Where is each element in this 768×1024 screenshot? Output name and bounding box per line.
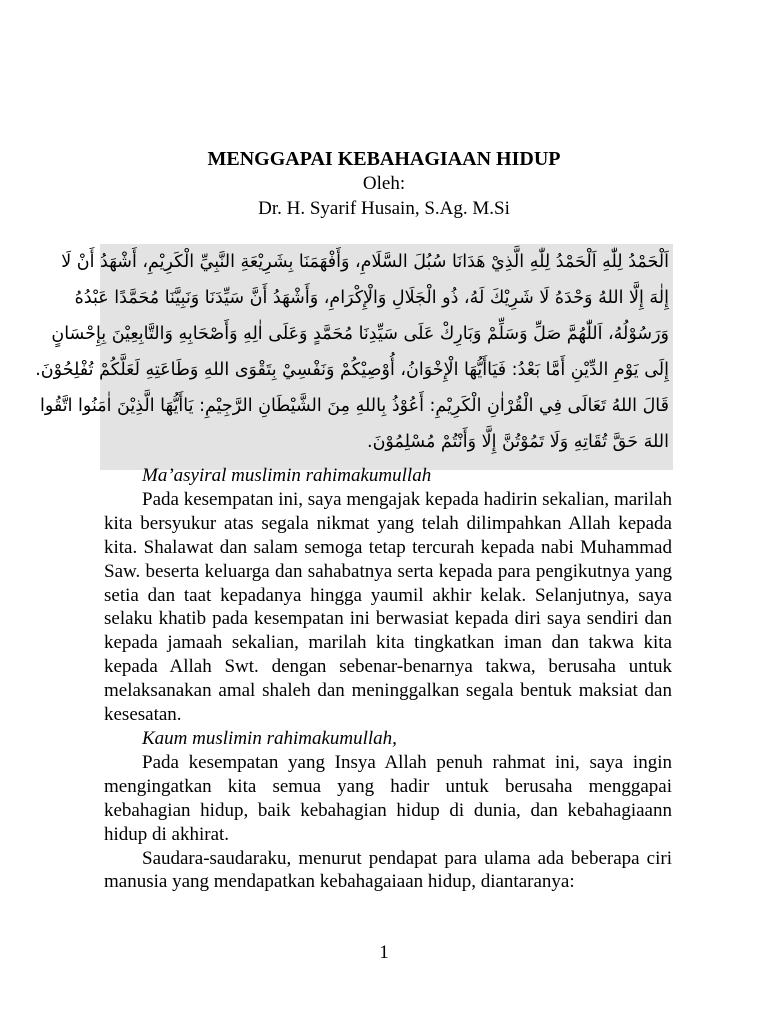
arabic-line: وَرَسُوْلُهُ، اَللّٰهُمَّ صَلِّ وَسَلِّمْ وَبَارِكْ عَلَى سَيِّدِنَا مُحَمَّدٍ وَعَلَى اٰلِهِ وَأَصْحَابِهِ وَالتَّابِعِيْنَ بِإِحْسَانٍ [51,324,669,344]
body-paragraph: Pada kesempatan yang Insya Allah penuh rahmat ini, saya ingin mengingatkan kita semua yang hadir untuk berusaha menggapai kebahagian hidup, baik kebahagian hidup di dunia, dan kebahagiaann hidup di akhirat. [104,751,672,845]
arabic-opening-block [35,244,673,470]
arabic-line: اللهَ حَقَّ تُقَاتِهِ وَلَا تَمُوْتُنَّ إِلَّا وَأَنْتُمْ مُسْلِمُوْنَ. [367,432,669,452]
document-title: MENGGAPAI KEBAHAGIAAN HIDUP [207,148,561,170]
oleh-label: Oleh: [362,173,406,194]
salutation-heading: Ma’asyiral muslimin rahimakumullah [142,465,432,486]
arabic-line: اَلْحَمْدُ لِلّٰهِ اَلْحَمْدُ لِلّٰهِ الَّذِيْ هَدَانَا سُبُلَ السَّلَامِ، وَأَفْهَمَنَا بِشَرِيْعَةِ النَّبِيِّ الْكَرِيْمِ، أَشْهَدُ أَنْ لَا [61,252,669,272]
document-header [0,147,768,221]
sermon-body [104,464,672,894]
salutation-heading: Kaum muslimin rahimakumullah, [142,727,397,749]
body-paragraph: Saudara-saudaraku, menurut pendapat para ulama ada beberapa ciri manusia yang mendapatkan kebahagaiaan hidup, diantaranya: [104,847,672,893]
arabic-line: قَالَ اللهُ تَعَالَى فِي الْقُرْاٰنِ الْكَرِيْمِ: أَعُوْذُ بِاللهِ مِنَ الشَّيْطَانِ الرَّجِيْمِ: يَاأَيُّهَا الَّذِيْنَ اٰمَنُوا اتَّقُوا [40,396,669,416]
body-paragraph: Pada kesempatan ini, saya mengajak kepada hadirin sekalian, marilah kita bersyukur atas segala nikmat yang telah dilimpahkan Allah kepada kita. Shalawat dan salam semoga tetap tercurah kepada nabi Muhammad Saw. beserta keluarga dan sahabatnya serta kepada para pengikutnya yang setia dan taat kepadanya hingga yaumil akhir kelak. Selanjutnya, saya selaku khatib pada kesempatan ini berwasiat kepada diri saya sendiri dan kepada jamaah sekalian, marilah kita tingkatkan iman dan takwa kita kepada Allah Swt. dengan sebenar-benarnya takwa, berusaha untuk melaksanakan amal shaleh dan meninggalkan segala bentuk maksiat dan kesesatan. [104,488,672,726]
arabic-line: إِلٰهَ إِلَّا اللهُ وَحْدَهُ لَا شَرِيْكَ لَهُ، ذُو الْجَلَالِ وَالْإِكْرَامِ، وَأَشْهَدُ أَنَّ سَيِّدَنَا وَنَبِيَّنَا مُحَمَّدًا عَبْدُهُ [74,288,669,308]
page-number: 1 [379,942,389,963]
author-name: Dr. H. Syarif Husain, S.Ag. M.Si [258,198,510,219]
arabic-line: إِلَى يَوْمِ الدِّيْنِ أَمَّا بَعْدُ: فَيَاأَيُّهَا الْإِخْوَانُ، أُوْصِيْكُمْ وَنَفْسِيْ بِتَقْوَى اللهِ وَطَاعَتِهِ لَعَلَّكُمْ تُفْلِحُوْنَ. [35,360,669,380]
